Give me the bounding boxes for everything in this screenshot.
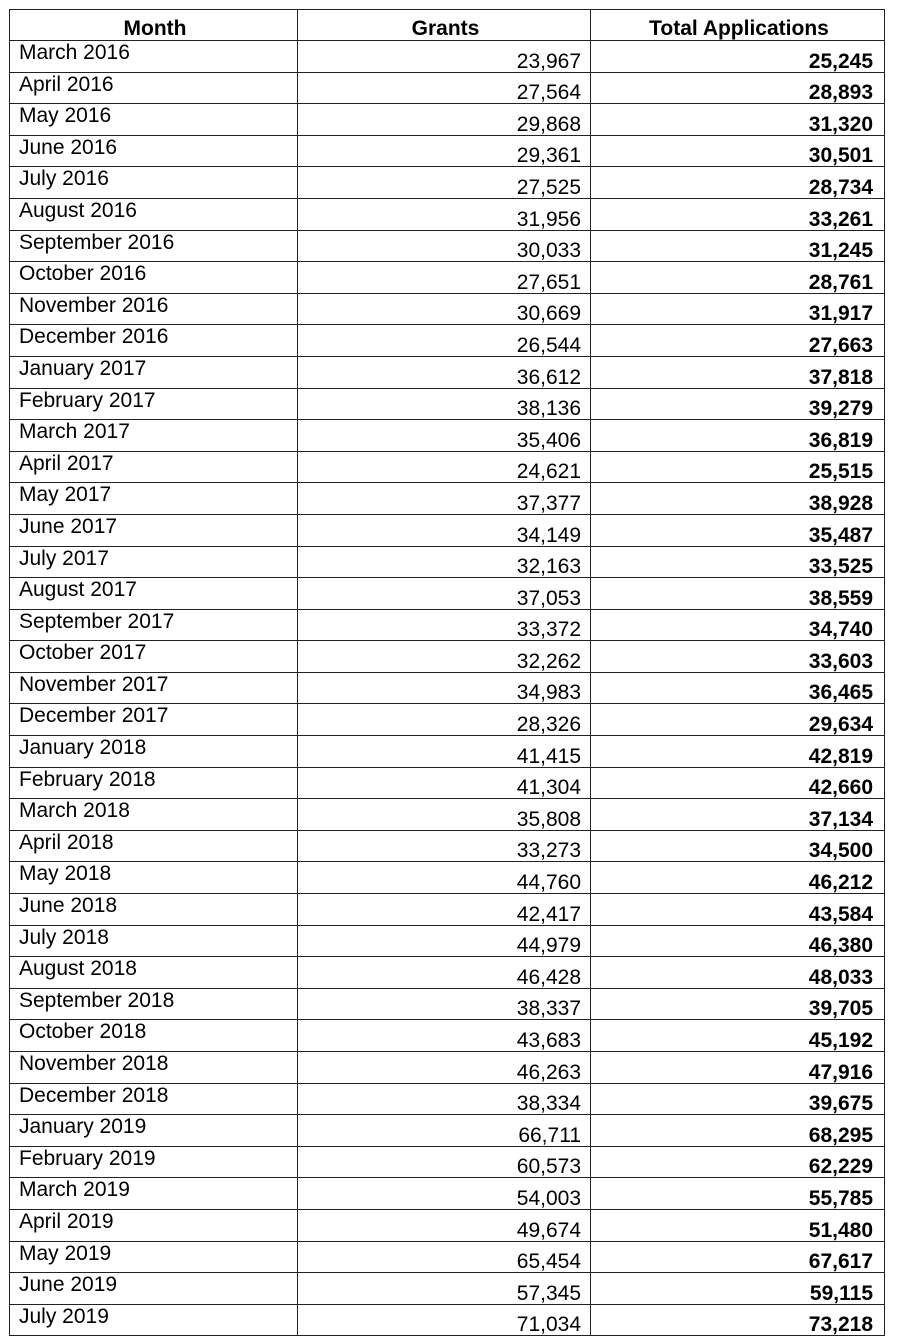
total-applications-cell: 27,663 — [591, 325, 885, 357]
month-cell: December 2017 — [10, 704, 298, 736]
grants-cell: 43,683 — [298, 1020, 591, 1052]
total-applications-cell: 38,559 — [591, 578, 885, 610]
total-applications-cell: 55,785 — [591, 1178, 885, 1210]
table-row — [10, 41, 885, 73]
total-applications-cell: 33,261 — [591, 198, 885, 230]
header-row — [10, 10, 885, 41]
month-cell: February 2018 — [10, 767, 298, 799]
month-cell: October 2018 — [10, 1020, 298, 1052]
grants-applications-table — [9, 9, 885, 1336]
total-applications-cell: 29,634 — [591, 704, 885, 736]
table-row — [10, 546, 885, 578]
month-cell: July 2016 — [10, 167, 298, 199]
table-row — [10, 135, 885, 167]
grants-cell: 27,525 — [298, 167, 591, 199]
grants-cell: 65,454 — [298, 1241, 591, 1273]
table-row — [10, 1209, 885, 1241]
table-row — [10, 1304, 885, 1336]
table-row — [10, 862, 885, 894]
grants-cell: 37,377 — [298, 483, 591, 515]
month-cell: August 2016 — [10, 198, 298, 230]
grants-cell: 33,273 — [298, 830, 591, 862]
grants-cell: 44,979 — [298, 925, 591, 957]
grants-cell: 44,760 — [298, 862, 591, 894]
grants-cell: 27,564 — [298, 72, 591, 104]
total-applications-cell: 35,487 — [591, 514, 885, 546]
table-row — [10, 578, 885, 610]
total-applications-cell: 45,192 — [591, 1020, 885, 1052]
total-applications-cell: 30,501 — [591, 135, 885, 167]
table-row — [10, 198, 885, 230]
header-total-applications: Total Applications — [591, 10, 885, 41]
grants-cell: 30,669 — [298, 293, 591, 325]
grants-cell: 29,868 — [298, 104, 591, 136]
month-cell: August 2018 — [10, 957, 298, 989]
grants-cell: 32,262 — [298, 641, 591, 673]
total-applications-cell: 67,617 — [591, 1241, 885, 1273]
table-row — [10, 1052, 885, 1084]
grants-cell: 41,304 — [298, 767, 591, 799]
total-applications-cell: 39,705 — [591, 988, 885, 1020]
total-applications-cell: 39,279 — [591, 388, 885, 420]
grants-cell: 34,983 — [298, 672, 591, 704]
table-row — [10, 483, 885, 515]
table-row — [10, 799, 885, 831]
month-cell: June 2019 — [10, 1273, 298, 1305]
total-applications-cell: 43,584 — [591, 894, 885, 926]
month-cell: March 2016 — [10, 41, 298, 73]
month-cell: April 2018 — [10, 830, 298, 862]
total-applications-cell: 48,033 — [591, 957, 885, 989]
grants-cell: 26,544 — [298, 325, 591, 357]
total-applications-cell: 34,740 — [591, 609, 885, 641]
month-cell: December 2016 — [10, 325, 298, 357]
header-grants: Grants — [298, 10, 591, 41]
table-row — [10, 262, 885, 294]
table-row — [10, 988, 885, 1020]
total-applications-cell: 47,916 — [591, 1052, 885, 1084]
grants-cell: 28,326 — [298, 704, 591, 736]
month-cell: March 2018 — [10, 799, 298, 831]
table-row — [10, 957, 885, 989]
table-row — [10, 894, 885, 926]
month-cell: June 2016 — [10, 135, 298, 167]
month-cell: January 2019 — [10, 1115, 298, 1147]
table-row — [10, 230, 885, 262]
month-cell: April 2017 — [10, 451, 298, 483]
table-row — [10, 609, 885, 641]
month-cell: June 2017 — [10, 514, 298, 546]
grants-cell: 42,417 — [298, 894, 591, 926]
table-body — [10, 41, 885, 1336]
table-row — [10, 1241, 885, 1273]
month-cell: September 2017 — [10, 609, 298, 641]
table-row — [10, 925, 885, 957]
table-row — [10, 1020, 885, 1052]
table-row — [10, 451, 885, 483]
table-row — [10, 167, 885, 199]
month-cell: February 2019 — [10, 1146, 298, 1178]
month-cell: April 2019 — [10, 1209, 298, 1241]
table-row — [10, 641, 885, 673]
table-row — [10, 1178, 885, 1210]
month-cell: September 2018 — [10, 988, 298, 1020]
month-cell: October 2017 — [10, 641, 298, 673]
month-cell: January 2018 — [10, 736, 298, 768]
table-row — [10, 420, 885, 452]
total-applications-cell: 25,515 — [591, 451, 885, 483]
grants-cell: 36,612 — [298, 356, 591, 388]
total-applications-cell: 31,245 — [591, 230, 885, 262]
month-cell: June 2018 — [10, 894, 298, 926]
grants-cell: 49,674 — [298, 1209, 591, 1241]
table-row — [10, 1273, 885, 1305]
header-month: Month — [10, 10, 298, 41]
total-applications-cell: 46,380 — [591, 925, 885, 957]
month-cell: November 2017 — [10, 672, 298, 704]
total-applications-cell: 42,819 — [591, 736, 885, 768]
month-cell: May 2017 — [10, 483, 298, 515]
month-cell: October 2016 — [10, 262, 298, 294]
total-applications-cell: 34,500 — [591, 830, 885, 862]
table-row — [10, 388, 885, 420]
month-cell: November 2018 — [10, 1052, 298, 1084]
table-row — [10, 830, 885, 862]
table-row — [10, 356, 885, 388]
table-row — [10, 736, 885, 768]
grants-cell: 27,651 — [298, 262, 591, 294]
grants-cell: 38,337 — [298, 988, 591, 1020]
total-applications-cell: 31,320 — [591, 104, 885, 136]
grants-cell: 60,573 — [298, 1146, 591, 1178]
total-applications-cell: 38,928 — [591, 483, 885, 515]
total-applications-cell: 31,917 — [591, 293, 885, 325]
month-cell: May 2019 — [10, 1241, 298, 1273]
total-applications-cell: 51,480 — [591, 1209, 885, 1241]
month-cell: April 2016 — [10, 72, 298, 104]
total-applications-cell: 28,893 — [591, 72, 885, 104]
month-cell: May 2016 — [10, 104, 298, 136]
table-row — [10, 672, 885, 704]
month-cell: September 2016 — [10, 230, 298, 262]
grants-cell: 66,711 — [298, 1115, 591, 1147]
month-cell: February 2017 — [10, 388, 298, 420]
month-cell: May 2018 — [10, 862, 298, 894]
table-row — [10, 704, 885, 736]
grants-cell: 32,163 — [298, 546, 591, 578]
table-row — [10, 325, 885, 357]
grants-cell: 38,334 — [298, 1083, 591, 1115]
grants-cell: 35,406 — [298, 420, 591, 452]
grants-cell: 71,034 — [298, 1304, 591, 1336]
grants-cell: 23,967 — [298, 41, 591, 73]
total-applications-cell: 59,115 — [591, 1273, 885, 1305]
total-applications-cell: 73,218 — [591, 1304, 885, 1336]
month-cell: July 2018 — [10, 925, 298, 957]
month-cell: March 2017 — [10, 420, 298, 452]
grants-cell: 24,621 — [298, 451, 591, 483]
total-applications-cell: 33,603 — [591, 641, 885, 673]
grants-cell: 41,415 — [298, 736, 591, 768]
grants-cell: 38,136 — [298, 388, 591, 420]
table-row — [10, 104, 885, 136]
month-cell: July 2019 — [10, 1304, 298, 1336]
grants-cell: 46,263 — [298, 1052, 591, 1084]
total-applications-cell: 36,819 — [591, 420, 885, 452]
grants-cell: 46,428 — [298, 957, 591, 989]
total-applications-cell: 68,295 — [591, 1115, 885, 1147]
total-applications-cell: 37,818 — [591, 356, 885, 388]
month-cell: January 2017 — [10, 356, 298, 388]
table-row — [10, 1083, 885, 1115]
total-applications-cell: 28,734 — [591, 167, 885, 199]
grants-cell: 37,053 — [298, 578, 591, 610]
table-row — [10, 72, 885, 104]
month-cell: November 2016 — [10, 293, 298, 325]
grants-cell: 57,345 — [298, 1273, 591, 1305]
total-applications-cell: 28,761 — [591, 262, 885, 294]
grants-cell: 29,361 — [298, 135, 591, 167]
grants-cell: 35,808 — [298, 799, 591, 831]
month-cell: March 2019 — [10, 1178, 298, 1210]
total-applications-cell: 36,465 — [591, 672, 885, 704]
grants-cell: 34,149 — [298, 514, 591, 546]
grants-cell: 31,956 — [298, 198, 591, 230]
total-applications-cell: 62,229 — [591, 1146, 885, 1178]
grants-cell: 33,372 — [298, 609, 591, 641]
total-applications-cell: 37,134 — [591, 799, 885, 831]
month-cell: August 2017 — [10, 578, 298, 610]
table-row — [10, 1146, 885, 1178]
table-row — [10, 293, 885, 325]
table-row — [10, 514, 885, 546]
total-applications-cell: 42,660 — [591, 767, 885, 799]
total-applications-cell: 39,675 — [591, 1083, 885, 1115]
total-applications-cell: 46,212 — [591, 862, 885, 894]
table-row — [10, 1115, 885, 1147]
grants-cell: 54,003 — [298, 1178, 591, 1210]
month-cell: July 2017 — [10, 546, 298, 578]
grants-cell: 30,033 — [298, 230, 591, 262]
total-applications-cell: 33,525 — [591, 546, 885, 578]
table-row — [10, 767, 885, 799]
month-cell: December 2018 — [10, 1083, 298, 1115]
total-applications-cell: 25,245 — [591, 41, 885, 73]
